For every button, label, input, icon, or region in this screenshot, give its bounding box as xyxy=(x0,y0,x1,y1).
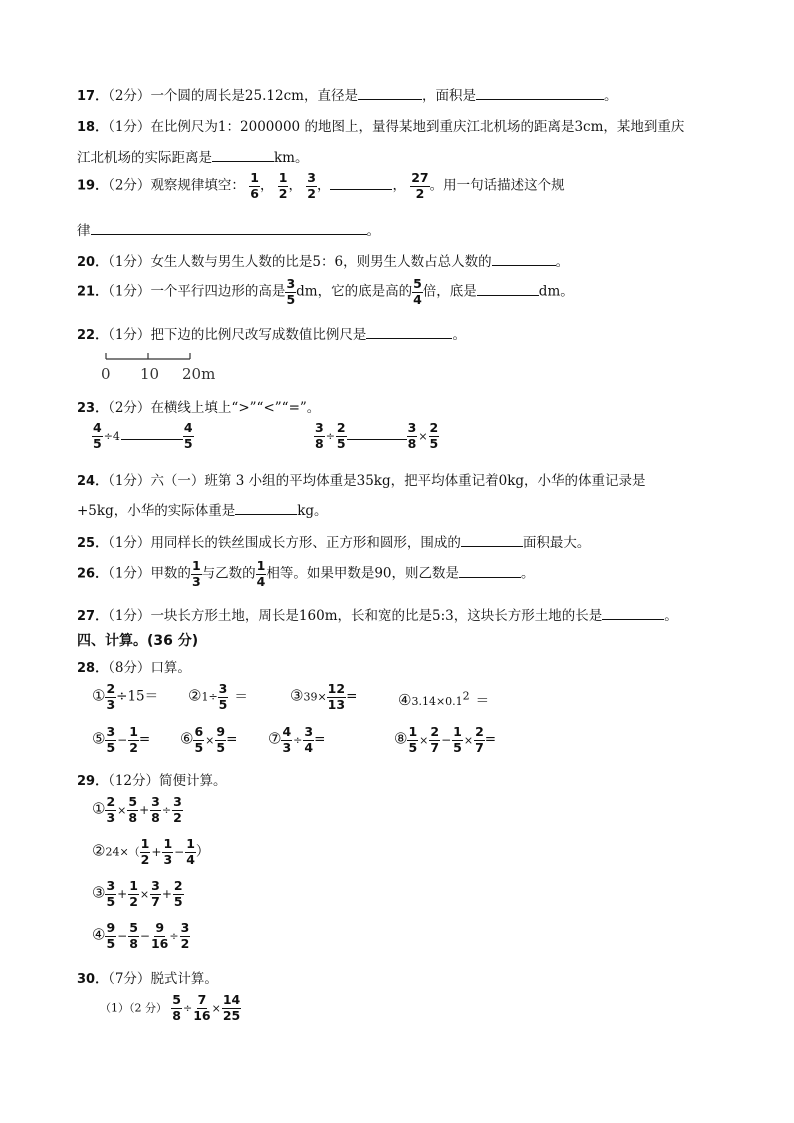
denominator: 3 xyxy=(106,696,116,712)
denominator: 13 xyxy=(327,696,346,712)
numerator: 3 xyxy=(304,724,314,739)
fraction xyxy=(407,422,418,450)
fraction xyxy=(150,880,161,908)
denominator: 7 xyxy=(475,739,484,755)
question-number: 26． xyxy=(77,566,109,582)
question-points: （1分） xyxy=(108,473,151,489)
denominator: 5 xyxy=(453,739,462,755)
numerator: 2 xyxy=(106,794,116,809)
question-text: kg。 xyxy=(297,503,328,519)
numerator: 2 xyxy=(475,724,484,739)
denominator: 5 xyxy=(286,291,296,307)
numerator: 14 xyxy=(222,992,241,1007)
denominator: 5 xyxy=(336,435,346,451)
question-points: （12分） xyxy=(108,773,160,789)
question-number: 24． xyxy=(77,474,109,489)
circled-number: ⑥ xyxy=(180,729,194,748)
numerator: 1 xyxy=(278,170,288,185)
numerator: 1 xyxy=(129,724,138,739)
operator: × xyxy=(463,733,474,747)
question-points: （1分） xyxy=(108,565,151,582)
question-text: 倍，底是 xyxy=(422,283,477,300)
question-text: 简便计算。 xyxy=(159,773,227,789)
fraction xyxy=(127,796,138,824)
denominator: 5 xyxy=(429,435,439,451)
question-text: dm，它的底是高的 xyxy=(296,283,413,300)
fraction xyxy=(429,422,440,450)
question-text: 。 xyxy=(521,565,535,582)
denominator: 7 xyxy=(151,893,160,909)
question-number: 17． xyxy=(77,89,109,104)
numerator: 2 xyxy=(173,878,183,893)
numerator: 12 xyxy=(327,681,346,696)
denominator: 16 xyxy=(193,1007,211,1023)
circled-number: ④ xyxy=(92,925,106,944)
oral-item-3 xyxy=(290,683,357,711)
denominator: 2 xyxy=(129,739,138,755)
question-27 xyxy=(77,604,678,624)
denominator: 2 xyxy=(180,935,190,951)
compare-a xyxy=(92,422,194,450)
numerator: 9 xyxy=(155,920,165,935)
denominator: 5 xyxy=(218,696,228,712)
numerator: 1 xyxy=(140,836,150,851)
scale-label-10: 10 xyxy=(140,365,160,383)
question-17 xyxy=(77,84,617,104)
numerator: 5 xyxy=(172,992,181,1007)
expression-text: ＝ xyxy=(475,693,490,709)
fraction xyxy=(285,278,296,306)
denominator: 7 xyxy=(430,739,440,755)
question-21 xyxy=(77,278,574,306)
fraction xyxy=(281,726,292,754)
question-text: 用同样长的铁丝围成长方形、正方形和圆形，围成的 xyxy=(150,535,461,551)
compare-b xyxy=(314,422,439,450)
expression-text: ÷15＝ xyxy=(116,688,159,705)
fraction xyxy=(249,172,260,200)
numerator: 1 xyxy=(191,558,201,573)
circled-number: ② xyxy=(188,686,202,705)
numerator: 9 xyxy=(216,724,226,739)
scale-label-0: 0 xyxy=(101,365,111,383)
fraction xyxy=(173,880,184,908)
denominator: 4 xyxy=(304,739,314,755)
denominator: 2 xyxy=(307,185,316,201)
denominator: 3 xyxy=(191,573,201,589)
question-text: 在比例尺为1：2000000 的地图上，量得某地到重庆江北机场的距离是3cm，某地到重庆 xyxy=(150,119,685,135)
simplify-4 xyxy=(92,922,190,950)
fraction xyxy=(105,683,116,711)
question-text: 江北机场的实际距离是 xyxy=(77,150,212,166)
denominator: 5 xyxy=(93,435,102,451)
operator: × xyxy=(419,733,429,747)
question-number: 18． xyxy=(77,120,109,135)
numerator: 3 xyxy=(218,681,228,696)
answer-blank[interactable] xyxy=(461,532,523,547)
oral-item-7 xyxy=(268,726,325,754)
fraction xyxy=(278,172,289,200)
fraction xyxy=(306,172,317,200)
question-points: （7分） xyxy=(108,971,151,987)
question-text: 面积最大。 xyxy=(522,535,591,551)
circled-number: ⑧ xyxy=(394,729,408,748)
numerator: 3 xyxy=(106,878,116,893)
operator: − xyxy=(139,928,150,943)
exponent: 2 xyxy=(462,689,470,703)
fraction xyxy=(412,278,423,306)
operator: × xyxy=(211,1001,221,1015)
numerator: 1 xyxy=(163,836,173,851)
fraction xyxy=(128,880,139,908)
question-text: +5kg，小华的实际体重是 xyxy=(77,503,236,519)
oral-item-4 xyxy=(398,689,489,709)
question-points: （1分） xyxy=(108,254,151,270)
question-number: 19． xyxy=(77,178,109,194)
question-23 xyxy=(77,396,320,416)
denominator: 5 xyxy=(173,893,183,909)
denominator: 8 xyxy=(128,809,138,825)
numerator: 3 xyxy=(315,420,324,435)
circled-number: ② xyxy=(92,841,106,860)
denominator: 4 xyxy=(186,851,195,867)
circled-number: ④ xyxy=(398,691,412,709)
fraction xyxy=(256,560,267,588)
denominator: 8 xyxy=(315,435,324,451)
expression-text: = xyxy=(138,731,151,748)
fraction xyxy=(180,922,191,950)
answer-blank[interactable] xyxy=(492,251,556,266)
numerator: 5 xyxy=(413,276,422,291)
numerator: 3 xyxy=(286,276,296,291)
question-text: 。 xyxy=(366,223,380,239)
numerator: 4 xyxy=(183,420,193,435)
denominator: 2 xyxy=(173,809,182,825)
fraction xyxy=(128,726,139,754)
question-number: 23． xyxy=(77,401,109,416)
denominator: 8 xyxy=(129,935,138,951)
question-22 xyxy=(77,323,466,343)
question-text: 。用一句话描述这个规 xyxy=(429,177,565,194)
denominator: 16 xyxy=(150,935,169,951)
denominator: 5 xyxy=(216,739,226,755)
fraction xyxy=(410,172,429,200)
denominator: 5 xyxy=(183,435,193,451)
numerator: 1 xyxy=(453,724,462,739)
answer-blank[interactable] xyxy=(235,500,297,515)
question-text: 相等。如果甲数是90，则乙数是 xyxy=(266,565,460,582)
operator: × xyxy=(205,733,215,747)
operator: + xyxy=(117,886,128,901)
fraction xyxy=(193,726,204,754)
denominator: 6 xyxy=(250,185,259,201)
numerator: 6 xyxy=(194,724,204,739)
denominator: 25 xyxy=(222,1007,241,1023)
denominator: 8 xyxy=(407,435,417,451)
question-text: 。 xyxy=(555,254,570,270)
fraction xyxy=(105,726,116,754)
scale-bar-figure xyxy=(98,345,238,385)
denominator: 3 xyxy=(282,739,292,755)
question-points: （1分） xyxy=(108,283,151,300)
fraction xyxy=(191,560,202,588)
operator: − xyxy=(117,928,128,943)
fraction xyxy=(222,994,241,1022)
numerator: 3 xyxy=(307,170,316,185)
denominator: 5 xyxy=(408,739,418,755)
expression-text: 39× xyxy=(303,690,327,704)
fraction xyxy=(327,683,346,711)
fraction xyxy=(151,922,168,950)
fraction xyxy=(150,796,161,824)
fraction xyxy=(336,422,347,450)
denominator: 8 xyxy=(172,1007,181,1023)
question-points: （8分） xyxy=(108,660,151,676)
numerator: 1 xyxy=(408,724,418,739)
oral-item-6 xyxy=(180,726,237,754)
operator: + xyxy=(161,886,172,901)
fraction xyxy=(218,683,229,711)
question-text: 一块长方形土地，周长是160m，长和宽的比是5:3，这块长方形土地的长是 xyxy=(150,608,603,624)
denominator: 8 xyxy=(151,809,160,825)
numerator: 27 xyxy=(411,170,429,185)
simplify-1 xyxy=(92,796,183,824)
operator: ÷ xyxy=(169,929,179,943)
question-29 xyxy=(77,769,227,789)
question-text: 女生人数与男生人数的比是5：6，则男生人数占总人数的 xyxy=(150,254,492,270)
operator: + xyxy=(139,802,150,817)
numerator: 3 xyxy=(173,794,182,809)
numerator: 2 xyxy=(429,420,439,435)
numerator: 4 xyxy=(282,724,292,739)
fraction xyxy=(474,726,485,754)
question-number: 28． xyxy=(77,661,109,676)
fraction xyxy=(162,838,173,866)
fraction xyxy=(215,726,226,754)
fraction xyxy=(105,880,116,908)
numerator: 5 xyxy=(129,920,138,935)
fraction xyxy=(128,922,139,950)
expression-text: 1÷ xyxy=(201,690,218,704)
question-text: 一个圆的周长是25.12cm，直径是 xyxy=(150,88,358,104)
operator: ÷ xyxy=(161,803,172,817)
question-30 xyxy=(77,967,218,987)
question-text: 。 xyxy=(603,88,618,104)
numerator: 3 xyxy=(151,794,160,809)
question-text: 把下边的比例尺改写成数值比例尺是 xyxy=(150,327,367,343)
question-points: （2分） xyxy=(108,400,151,416)
question-text: 脱式计算。 xyxy=(150,971,218,987)
denominator: 2 xyxy=(278,185,288,201)
numerator: 9 xyxy=(106,920,116,935)
answer-blank[interactable] xyxy=(358,85,422,100)
question-26 xyxy=(77,560,535,588)
operator: − xyxy=(174,844,185,859)
numerator: 1 xyxy=(250,170,259,185)
question-points: （1分） xyxy=(108,535,151,551)
question-number: 20． xyxy=(77,255,109,270)
operator: − xyxy=(441,732,452,747)
operator: × xyxy=(139,887,150,901)
question-text: ，面积是 xyxy=(421,88,476,104)
denominator: 2 xyxy=(140,851,150,867)
question-number: 30． xyxy=(77,972,109,987)
operator: + xyxy=(151,844,162,859)
circled-number: ① xyxy=(92,799,106,818)
question-text: dm。 xyxy=(538,283,574,300)
numerator: 1 xyxy=(256,558,266,573)
sub-question-label: （1）（2 分） xyxy=(100,1001,167,1015)
expression-text: 24×（ xyxy=(105,845,140,859)
question-text: 一个平行四边形的高是 xyxy=(150,283,286,300)
question-number: 25． xyxy=(77,536,109,551)
question-text: 在横线上填上“>”“<”“=”。 xyxy=(150,400,321,416)
stepwise-1 xyxy=(100,994,241,1022)
fraction xyxy=(172,796,183,824)
fraction xyxy=(105,922,116,950)
numerator: 1 xyxy=(129,878,138,893)
question-points: （2分） xyxy=(108,88,151,104)
simplify-3 xyxy=(92,880,184,908)
denominator: 2 xyxy=(129,893,138,909)
oral-item-2 xyxy=(188,683,248,711)
denominator: 3 xyxy=(163,851,173,867)
answer-blank[interactable] xyxy=(91,220,367,235)
denominator: 3 xyxy=(106,809,116,825)
answer-blank[interactable] xyxy=(366,324,452,339)
numerator: 4 xyxy=(93,420,102,435)
numerator: 5 xyxy=(128,794,138,809)
denominator: 5 xyxy=(194,739,204,755)
operator: × xyxy=(117,803,127,817)
answer-blank[interactable] xyxy=(602,605,664,620)
circled-number: ⑤ xyxy=(92,729,106,748)
operator: − xyxy=(117,732,128,747)
answer-blank[interactable] xyxy=(347,425,407,440)
operator: ÷ xyxy=(325,429,335,443)
question-number: 29． xyxy=(77,774,109,789)
answer-blank[interactable] xyxy=(121,425,183,440)
numerator: 7 xyxy=(197,992,207,1007)
numerator: 2 xyxy=(336,420,346,435)
answer-blank[interactable] xyxy=(477,281,539,296)
numerator: 3 xyxy=(180,920,190,935)
circled-number: ⑦ xyxy=(268,729,282,748)
question-text: 口算。 xyxy=(150,660,191,676)
expression-text: 3.14×0.1 xyxy=(411,695,463,708)
question-19: 19．（2分）观察规律填空： $\frac{1}{6}$ ， $\frac{1}{2}$ ， $\frac{3}{2}$ ， ， $\frac{27}{2}$ 。用一句话描述这个规 xyxy=(77,170,565,201)
question-28 xyxy=(77,656,191,676)
operator: ÷ xyxy=(183,1001,193,1015)
denominator: 2 xyxy=(415,185,425,201)
answer-blank[interactable] xyxy=(330,175,392,190)
fraction xyxy=(171,994,182,1022)
question-number: 27． xyxy=(77,609,109,624)
expression-text: = xyxy=(314,731,326,748)
scale-label-20m: 20m xyxy=(182,365,216,383)
oral-item-5 xyxy=(92,726,150,754)
fraction xyxy=(452,726,463,754)
denominator: 4 xyxy=(256,573,266,589)
question-points: （2分） xyxy=(108,177,151,194)
question-20 xyxy=(77,250,569,270)
denominator: 5 xyxy=(106,893,116,909)
fraction xyxy=(314,422,325,450)
answer-blank[interactable] xyxy=(476,85,604,100)
question-number: 21． xyxy=(77,284,109,300)
fraction xyxy=(407,726,418,754)
question-24-line2 xyxy=(77,499,328,519)
question-25 xyxy=(77,531,590,551)
question-text: 。 xyxy=(452,327,466,343)
question-text: 六（一）班第 3 小组的平均体重是35kg，把平均体重记着0kg，小华的体重记录是 xyxy=(150,473,646,489)
answer-blank[interactable] xyxy=(212,147,274,162)
fraction xyxy=(140,838,151,866)
circled-number: ③ xyxy=(92,883,106,902)
numerator: 2 xyxy=(106,681,116,696)
denominator: 5 xyxy=(106,935,116,951)
fraction xyxy=(193,994,210,1022)
expression-text: = xyxy=(346,688,358,705)
question-number: 22． xyxy=(77,328,109,343)
question-24 xyxy=(77,469,646,489)
operator: ÷4 xyxy=(103,429,120,443)
oral-item-1 xyxy=(92,683,158,711)
question-points: （1分） xyxy=(108,327,151,343)
fraction xyxy=(183,422,194,450)
answer-blank[interactable] xyxy=(459,563,521,578)
question-18 xyxy=(77,115,684,135)
numerator: 3 xyxy=(151,878,160,893)
operator: × xyxy=(418,429,428,443)
fraction xyxy=(429,726,440,754)
denominator: 5 xyxy=(106,739,116,755)
question-text: 。 xyxy=(664,608,678,624)
fraction xyxy=(185,838,196,866)
numerator: 3 xyxy=(106,724,116,739)
expression-text: ） xyxy=(195,843,210,860)
circled-number: ③ xyxy=(290,686,304,705)
question-text: 与乙数的 xyxy=(201,565,256,582)
question-text: 律 xyxy=(77,223,91,239)
numerator: 3 xyxy=(407,420,417,435)
question-points: （1分） xyxy=(108,608,151,624)
fraction xyxy=(303,726,314,754)
simplify-2 xyxy=(92,838,209,866)
question-text: 甲数的 xyxy=(150,565,191,582)
question-18-line2 xyxy=(77,146,308,166)
circled-number: ① xyxy=(92,686,106,705)
operator: ÷ xyxy=(293,733,303,747)
numerator: 2 xyxy=(430,724,440,739)
expression-text: = xyxy=(484,731,497,748)
question-text: km。 xyxy=(274,150,309,166)
denominator: 4 xyxy=(413,291,422,307)
question-19-line2 xyxy=(77,219,380,239)
expression-text: ＝ xyxy=(234,688,248,705)
oral-item-8 xyxy=(394,726,496,754)
question-points: （1分） xyxy=(108,119,151,135)
section-heading: 四、计算。(36 分) xyxy=(77,633,199,649)
fraction xyxy=(105,796,116,824)
question-text: 观察规律填空： xyxy=(150,177,245,194)
expression-text: = xyxy=(226,731,238,748)
fraction xyxy=(92,422,103,450)
numerator: 1 xyxy=(186,836,195,851)
